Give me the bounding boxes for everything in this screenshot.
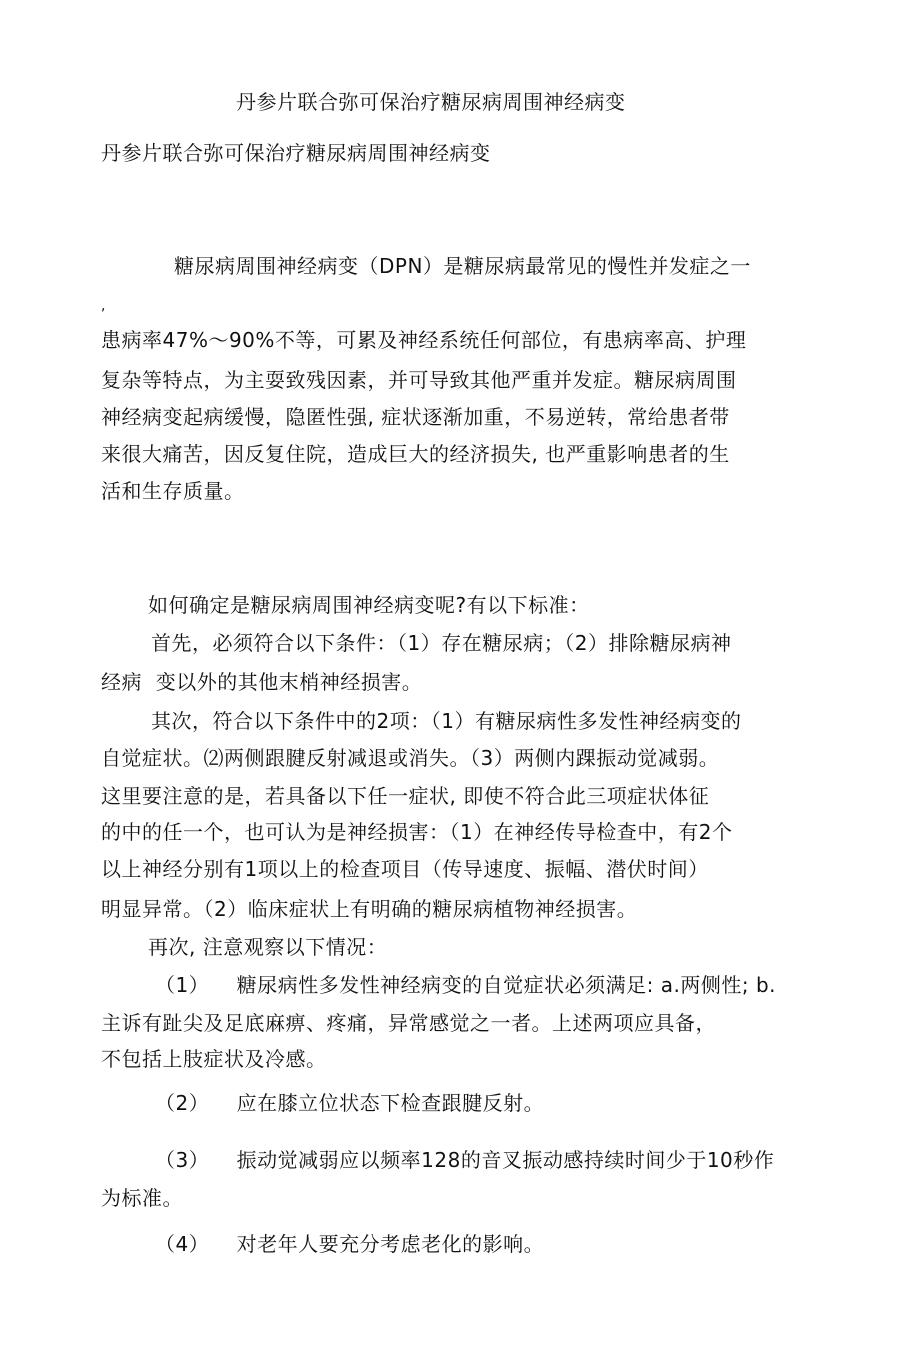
paragraph-line: 其次，符合以下条件中的2项：（1）有糖尿病性多发性神经病变的 bbox=[151, 709, 742, 733]
again-heading: 再次, 注意观察以下情况： bbox=[148, 935, 388, 959]
paragraph-line: 明显异常。（2）临床症状上有明确的糖尿病植物神经损害。 bbox=[101, 897, 638, 921]
paragraph-line: 糖尿病周围神经病变（DPN）是糖尿病最常见的慢性并发症之一 bbox=[174, 254, 751, 278]
paragraph-line: , bbox=[101, 298, 106, 314]
paragraph-line: 这里要注意的是，若具备以下任一症状, 即使不符合此三项症状体征 bbox=[101, 784, 710, 808]
paragraph-line: （1） 糖尿病性多发性神经病变的自觉症状必须满足: a.两侧性; b. bbox=[155, 973, 777, 997]
criteria-heading: 如何确定是糖尿病周围神经病变呢?有以下标准： bbox=[148, 593, 590, 617]
paragraph-line: 患病率47%～90%不等，可累及神经系统任何部位，有患病率高、护理 bbox=[101, 328, 747, 352]
paragraph-line: 自觉症状。⑵两侧跟腱反射减退或消失。（3）两侧内踝振动觉减弱。 bbox=[101, 746, 720, 770]
paragraph-line: 复杂等特点，为主耍致残因素，并可导致其他严重并发症。糖尿病周围 bbox=[101, 368, 737, 392]
paragraph-line: 神经病变起病缓慢，隐匿性强, 症状逐渐加重，不易逆转，常给患者带 bbox=[101, 405, 730, 429]
document-title: 丹参片联合弥可保治疗糖尿病周围神经病变 bbox=[236, 90, 626, 114]
paragraph-line: 为标准。 bbox=[101, 1186, 183, 1210]
paragraph-line: 的中的任一个，也可认为是神经损害：（1）在神经传导检查中，有2个 bbox=[101, 820, 733, 844]
paragraph-line: 经病 变以外的其他末梢神经损害。 bbox=[101, 670, 423, 694]
note-4: （4） 对老年人要充分考虑老化的影响。 bbox=[155, 1232, 545, 1256]
paragraph-line: （3） 振动觉减弱应以频率128的音叉振动感持续时间少于10秒作 bbox=[155, 1148, 775, 1172]
note-2: （2） 应在膝立位状态下检查跟腱反射。 bbox=[155, 1091, 545, 1115]
paragraph-line: 不包括上肢症状及冷感。 bbox=[101, 1047, 327, 1071]
paragraph-line: 首先，必须符合以下条件：（1）存在糖尿病；（2）排除糖尿病神 bbox=[151, 631, 732, 655]
paragraph-line: 以上神经分别有1项以上的检查项目（传导速度、振幅、潜伏时间） bbox=[101, 857, 709, 881]
paragraph-line: 来很大痛苦，因反复住院，造成巨大的经济损失, 也严重影响患者的生 bbox=[101, 442, 730, 466]
paragraph-line: 主诉有趾尖及足底麻痹、疼痛，异常感觉之一者。上述两项应具备， bbox=[101, 1011, 716, 1035]
document-subtitle: 丹参片联合弥可保治疗糖尿病周围神经病变 bbox=[101, 141, 491, 165]
paragraph-line: 活和生存质量。 bbox=[101, 479, 245, 503]
